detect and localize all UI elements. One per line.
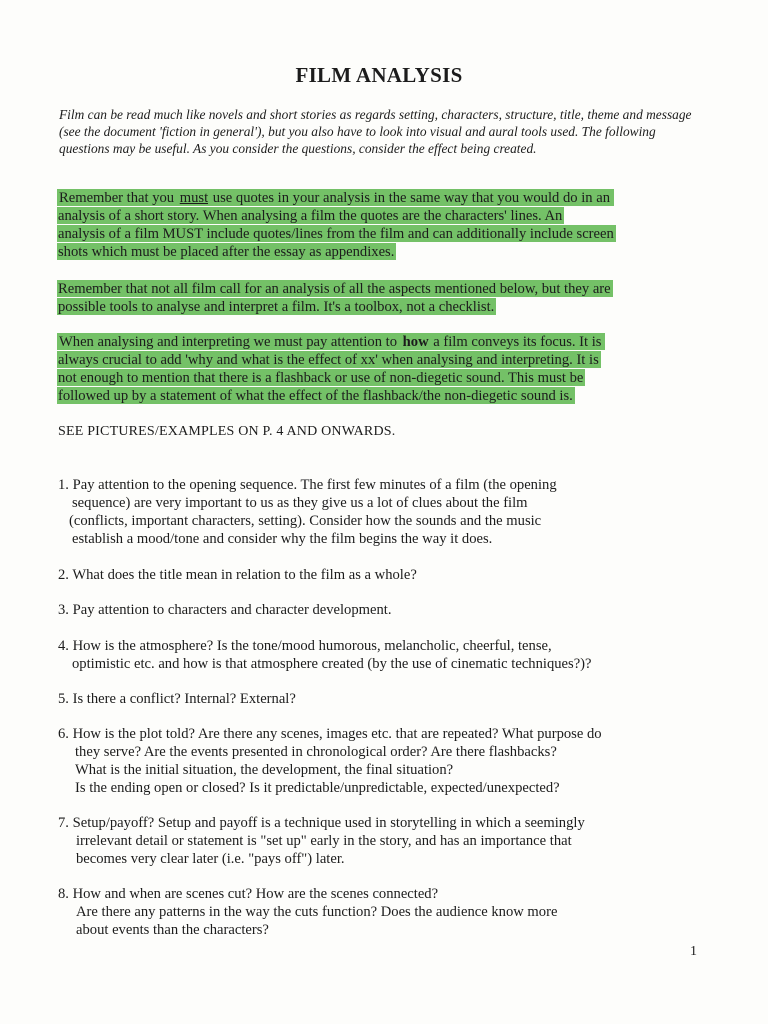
highlight-line: followed up by a statement of what the effect of the flashback/the non-diegetic sound is. [58, 388, 573, 404]
intro-paragraph: Film can be read much like novels and short stories as regards setting, characters, structure, title, theme and message (see the document 'fiction in general'), but you also have to look into visual and aural tools used. The following questions may be useful. As you consider the questions, consider the effect being created. [59, 107, 692, 157]
see-pictures-note: SEE PICTURES/EXAMPLES ON P. 4 AND ONWARDS. [58, 424, 396, 439]
highlight-line: analysis of a short story. When analysing a film the quotes are the characters' lines. An [58, 208, 563, 224]
question-3: 3. Pay attention to characters and character development. [58, 602, 392, 618]
question-5: 5. Is there a conflict? Internal? External? [58, 691, 296, 707]
highlight-paragraph-quotes [57, 189, 616, 261]
highlight-paragraph-toolbox [57, 280, 613, 316]
question-8: 8. How and when are scenes cut? How are the scenes connected? Are there any patterns in the way the cuts function? Does the audience know more about events than the characters? [58, 886, 558, 938]
question-6: 6. How is the plot told? Are there any scenes, images etc. that are repeated? What purpose do they serve? Are the events presented in chronological order? Are there flashbacks? What is the initial situation, the development, the final situation? Is the ending open or closed? Is it predictable/unpredictable, expected/unexpected? [58, 726, 602, 796]
highlight-line: Remember that not all film call for an analysis of all the aspects mentioned below, but they are [58, 281, 611, 297]
page-number: 1 [690, 944, 697, 959]
page-title: FILM ANALYSIS [295, 63, 463, 87]
question-4: 4. How is the atmosphere? Is the tone/mood humorous, melancholic, cheerful, tense, optimistic etc. and how is that atmosphere created (by the use of cinematic techniques?)? [58, 638, 592, 672]
highlight-line: analysis of a film MUST include quotes/lines from the film and can additionally include screen [58, 226, 614, 242]
highlight-line: always crucial to add 'why and what is the effect of xx' when analysing and interpreting. It is [58, 352, 599, 368]
highlight-paragraph-how [57, 333, 605, 405]
question-1: 1. Pay attention to the opening sequence. The first few minutes of a film (the opening sequence) are very important to us as they give us a lot of clues about the film (conflicts, important characters, setting). Consider how the sounds and the music establish a mood/tone and consider why the film begins the way it does. [58, 477, 557, 547]
highlight-line: When analysing and interpreting we must pay attention to how a film conveys its focus. It is [57, 333, 605, 351]
highlight-line: possible tools to analyse and interpret a film. It's a toolbox, not a checklist. [58, 299, 495, 315]
highlight-line: not enough to mention that there is a flashback or use of non-diegetic sound. This must be [58, 370, 584, 386]
question-7: 7. Setup/payoff? Setup and payoff is a technique used in storytelling in which a seemingly irrelevant detail or statement is "set up" early in the story, and has an importance that becomes very clear later (i.e. "pays off") later. [58, 815, 585, 867]
highlight-line: shots which must be placed after the essay as appendixes. [58, 244, 395, 260]
question-2: 2. What does the title mean in relation to the film as a whole? [58, 567, 417, 583]
highlight-line: Remember that you must use quotes in your analysis in the same way that you would do in an [57, 189, 616, 207]
